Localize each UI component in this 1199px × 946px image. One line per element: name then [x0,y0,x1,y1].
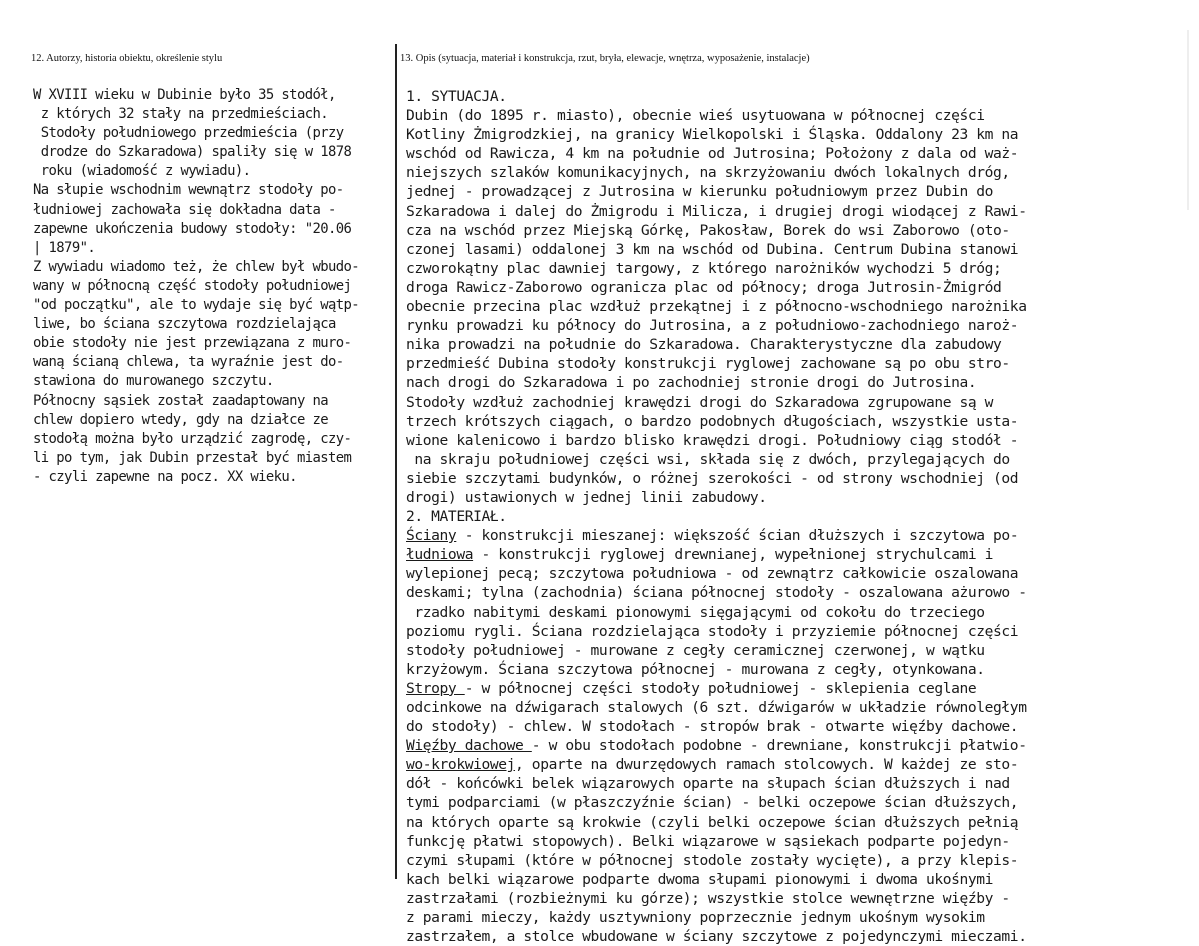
underlined-term: Ściany [406,527,457,545]
description-line [406,182,1164,201]
description-line [406,603,1164,622]
history-line: W XVIII wieku w Dubinie było 35 stodół, [33,87,336,103]
history-line: Z wywiadu wiadomo też, że chlew był wbudo- [33,258,360,275]
description-line [406,583,1164,602]
line-text: drogi) ustawionych w jednej linii zabudowy. [406,488,767,506]
column-divider [395,44,397,879]
line-text: niejszych szlaków komunikacyjnych, na skrzyżowaniu dwóch lokalnych dróg, [406,164,1010,182]
line-text: wione kalenicowo i bardzo blisko krawędzi drogi. Południowy ciąg stodół - [406,431,1019,449]
description-line [406,736,1164,755]
line-text: , oparte na dwurzędowych ramach stolcowych. W każdej ze sto- [515,756,1019,774]
line-text: - konstrukcji ryglowej drewnianej, wypełnionej strychulcami i [473,546,994,564]
description-line [406,526,1164,545]
line-text: stodoły południowej - murowane z cegły ceramicznej czerwonej, w wątku [406,641,985,659]
description-line [406,507,1164,526]
history-line: obie stodoły nie jest przewiązana z muro- [33,335,352,352]
description-line [406,412,1164,431]
line-text: funkcję płatwi stopowych). Belki wiązarowe w sąsiekach podparte pojedyn- [406,832,1010,850]
description-line [406,354,1164,373]
history-line: Północny sąsiek został zaadaptowany na [33,392,328,409]
history-line: waną ścianą chlewa, ta wyraźnie jest do- [33,354,344,371]
line-text: czworokątny plac dawniej targowy, z którego narożników wychodzi 5 dróg; [406,259,1002,277]
line-text: Stodoły wzdłuż zachodniej krawędzi drogi do Szkaradowa zgrupowane są w [406,393,994,411]
line-text: czymi słupami (które w północnej stodole zostały wycięte), a przy klepis- [406,851,1019,869]
history-text-column [33,86,389,487]
line-text: zastrzałem, a stolce wbudowane w ściany szczytowe z pojedynczymi mieczami. [406,928,1027,946]
description-line [406,431,1164,450]
line-text: rynku prowadzi ku północy do Jutrosina, a z południowo-zachodniego naroż- [406,317,1019,335]
line-text: wschód od Rawicza, 4 km na południe od Jutrosina; Położony z dala od waż- [406,145,1019,163]
description-line [406,335,1164,354]
description-line [406,278,1164,297]
underlined-term: łudniowa [406,546,474,564]
line-text: poziomu rygli. Ściana rozdzielająca stodoły i przyziemie północnej części [406,622,1019,640]
history-line: łudniowej zachowała się dokładna data - [33,201,336,218]
history-line: drodze do Szkaradowa) spaliły się w 1878 [33,144,352,161]
description-line [406,717,1164,736]
description-line [406,660,1164,679]
line-text: rzadko nabitymi deskami pionowymi sięgającymi od cokołu do trzeciego [406,603,985,621]
line-text: - konstrukcji mieszanej: większość ścian dłuższych i szczytowa po- [456,527,1019,545]
history-line: li po tym, jak Dubin przestał być miastem [33,449,352,466]
history-line: z których 32 stały na przedmieściach. [33,106,328,123]
line-text: zastrzałami (rozbieżnymi ku górze); wszystkie stolce wewnętrzne więźby - [406,889,1010,907]
scan-edge-mark [1187,30,1189,210]
line-text: do stodoły) - chlew. W stodołach - stropów brak - otwarte więźby dachowe. [406,718,1019,736]
history-line: liwe, bo ściana szczytowa rozdzielająca [33,316,336,333]
line-text: siebie szczytami budynków, o różnej szerokości - od strony wschodniej (od [406,469,1019,487]
history-line: | 1879". [33,239,96,256]
description-line [406,679,1164,698]
description-line [406,832,1164,851]
description-line [406,259,1164,278]
line-text: nika prowadzi na południe do Szkaradowa. Charakterystyczne dla zabudowy [406,336,1002,354]
history-line: chlew dopiero wtedy, gdy na działce ze [33,411,328,428]
line-text: obecnie przecina plac wzdłuż przekątnej i z północno-wschodniego narożnika [406,298,1027,316]
description-line [406,488,1164,507]
line-text: odcinkowe na dźwigarach stalowych (6 szt. dźwigarów w układzie równoległym [406,699,1027,716]
line-text: dół - końcówki belek wiązarowych oparte na słupach ścian dłuższych i nad [406,775,1010,793]
history-line: Stodoły południowego przedmieścia (przy [33,125,344,142]
line-text: na skraju południowej części wsi, składa się z dwóch, przylegających do [406,450,1010,468]
line-text: 2. MATERIAŁ. [406,508,507,526]
description-text-column [406,87,1164,946]
line-text: krzyżowym. Ściana szczytowa północnej - murowana z cegły, otynkowana. [406,660,985,678]
line-text: nach drogi do Szkaradowa i po zachodniej stronie drogi do Jutrosina. [406,374,977,392]
line-text: przedmieść Dubina stodoły konstrukcji ryglowej zachowane są po obu stro- [406,355,1010,373]
description-line [406,240,1164,259]
description-line [406,125,1164,144]
line-text: droga Rawicz-Zaborowo ogranicza plac od północy; droga Jutrosin-Żmigród [406,278,1002,296]
line-text: Szkaradowa i dalej do Żmigrodu i Milicza, i drugiej drogi wiodącej z Rawi- [406,202,1027,220]
line-text: - w obu stodołach podobne - drewniane, konstrukcji płatwio- [531,737,1027,755]
line-text: Dubin (do 1895 r. miasto), obecnie wieś usytuowana w północnej części [406,107,985,125]
history-line: Na słupie wschodnim wewnątrz stodoły po- [33,182,344,199]
description-line [406,698,1164,717]
line-text: deskami; tylna (zachodnia) ściana północnej stodoły - oszalowana ażurowo - [406,584,1027,602]
line-text: na których oparte są krokwie (czyli belki oczepowe ścian dłuższych pełnią [406,813,1019,831]
description-line [406,641,1164,660]
history-line: - czyli zapewne na pocz. XX wieku. [33,468,297,485]
section-13-header: 13. Opis (sytuacja, materiał i konstrukcja, rzut, bryła, elewacje, wnętrza, wyposażenie, instalacje) [400,53,810,64]
description-line [406,793,1164,812]
description-line [406,450,1164,469]
line-text: tymi podparciami (w płaszczyźnie ścian) - belki oczepowe ścian dłuższych, [406,794,1019,812]
history-line: roku (wiadomość z wywiadu). [33,163,251,180]
description-line [406,106,1164,125]
description-line [406,202,1164,221]
description-line [406,469,1164,488]
line-text: 1. SYTUACJA. [406,88,507,105]
description-line [406,373,1164,392]
description-line [406,297,1164,316]
line-text: czonej lasami) oddalonej 3 km na wschód od Dubina. Centrum Dubina stanowi [406,240,1019,258]
description-line [406,927,1164,946]
history-line: wany w północną część stodoły południowej [33,277,352,294]
description-line [406,144,1164,163]
history-line: zapewne ukończenia budowy stodoły: "20.06 [33,220,352,237]
line-text: jednej - prowadzącej z Jutrosina w kierunku południowym przez Dubin do [406,183,994,201]
history-line: stodołą można było urządzić zagrodę, czy- [33,430,352,447]
line-text: kach belki wiązarowe podparte dwoma słupami pionowymi i dwoma ukośnymi [406,870,994,888]
description-line [406,545,1164,564]
description-line [406,774,1164,793]
description-line [406,564,1164,583]
description-line [406,163,1164,182]
description-line [406,908,1164,927]
line-text: cza na wschód przez Miejską Górkę, Pakosław, Borek do wsi Zaborowo (oto- [406,221,1010,239]
description-line [406,870,1164,889]
description-line [406,221,1164,240]
description-line [406,889,1164,908]
line-text: trzech krótszych ciągach, o bardzo podobnych długościach, wszystkie usta- [406,412,1019,430]
description-line [406,813,1164,832]
description-line [406,316,1164,335]
description-line [406,87,1164,106]
history-line: "od początku", ale to wydaje się być wątp- [33,297,360,314]
line-text: wylepionej pecą; szczytowa południowa - od zewnątrz całkowicie oszalowana [406,565,1019,583]
description-line [406,755,1164,774]
description-line [406,393,1164,412]
underlined-term: Więźby dachowe [406,737,532,755]
line-text: - w północnej części stodoły południowej - sklepienia ceglane [464,679,977,697]
history-line: stawiona do murowanego szczytu. [33,373,274,390]
line-text: z parami mieczy, każdy usztywniony poprzecznie jednym ukośnym wysokim [406,909,985,927]
underlined-term: wo-krokwiowej [406,756,516,774]
description-line [406,851,1164,870]
description-line [406,622,1164,641]
section-12-header: 12. Autorzy, historia obiektu, określenie stylu [31,53,223,64]
underlined-term: Stropy [406,679,465,697]
line-text: Kotliny Żmigrodzkiej, na granicy Wielkopolski i Śląska. Oddalony 23 km na [406,126,1019,144]
